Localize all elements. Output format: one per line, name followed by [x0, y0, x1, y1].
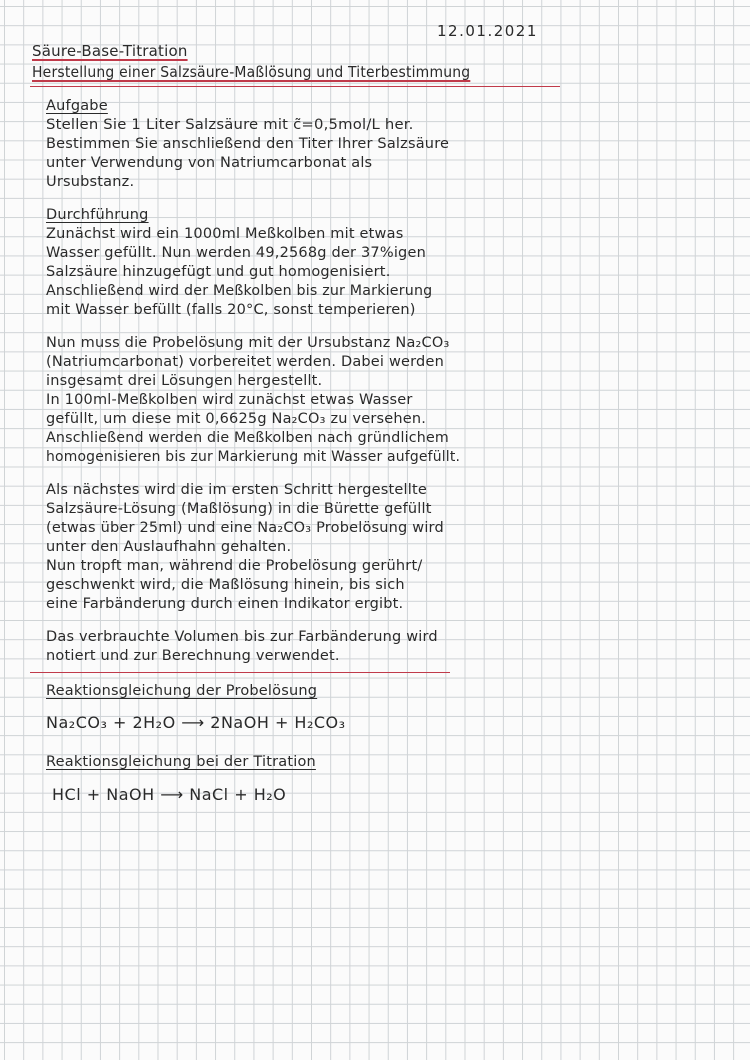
date: 12.01.2021 — [437, 22, 538, 40]
text-line: (Natriumcarbonat) vorbereitet werden. Dabei werden — [46, 354, 444, 370]
text-line: Als nächstes wird die im ersten Schritt hergestellte — [46, 482, 427, 498]
text-line: Wasser gefüllt. Nun werden 49,2568g der 37%igen — [46, 245, 426, 261]
text-line: mit Wasser befüllt (falls 20°C, sonst temperieren) — [46, 302, 416, 318]
title-divider — [30, 86, 560, 87]
text-line: geschwenkt wird, die Maßlösung hinein, bis sich — [46, 577, 405, 593]
equation-probeloesung: Na₂CO₃ + 2H₂O ⟶ 2NaOH + H₂CO₃ — [46, 713, 346, 732]
text-line: notiert und zur Berechnung verwendet. — [46, 648, 340, 664]
text-line: eine Farbänderung durch einen Indikator ergibt. — [46, 596, 404, 612]
text-line: Bestimmen Sie anschließend den Titer Ihrer Salzsäure — [46, 136, 450, 152]
text-line: Das verbrauchte Volumen bis zur Farbänderung wird — [46, 629, 438, 645]
text-line: Anschließend wird der Meßkolben bis zur Markierung — [46, 283, 433, 299]
text-line: Salzsäure hinzugefügt und gut homogenisiert. — [46, 264, 391, 280]
section-heading-reaktion-probe: Reaktionsgleichung der Probelösung — [46, 683, 318, 699]
section-heading-reaktion-titration: Reaktionsgleichung bei der Titration — [46, 754, 316, 770]
section-divider — [30, 672, 450, 673]
text-line: unter den Auslaufhahn gehalten. — [46, 539, 292, 555]
page-subtitle: Herstellung einer Salzsäure-Maßlösung und Titerbestimmung — [32, 63, 471, 81]
text-line: Nun muss die Probelösung mit der Ursubstanz Na₂CO₃ — [46, 335, 450, 351]
text-line: Stellen Sie 1 Liter Salzsäure mit c̃=0,5mol/L her. — [46, 117, 414, 133]
text-line: Anschließend werden die Meßkolben nach gründlichem — [46, 430, 449, 446]
equation-titration: HCl + NaOH ⟶ NaCl + H₂O — [52, 785, 287, 804]
text-line: Nun tropft man, während die Probelösung gerührt/ — [46, 558, 423, 574]
section-heading-aufgabe: Aufgabe — [46, 98, 108, 114]
text-line: Salzsäure-Lösung (Maßlösung) in die Bürette gefüllt — [46, 501, 432, 517]
text-line: insgesamt drei Lösungen hergestellt. — [46, 373, 323, 389]
page-title: Säure-Base-Titration — [32, 42, 188, 60]
text-line: In 100ml-Meßkolben wird zunächst etwas Wasser — [46, 392, 413, 408]
text-line: homogenisieren bis zur Markierung mit Wasser aufgefüllt. — [46, 449, 461, 465]
text-line: unter Verwendung von Natriumcarbonat als — [46, 155, 373, 171]
section-heading-durchfuehrung: Durchführung — [46, 207, 149, 223]
text-line: (etwas über 25ml) und eine Na₂CO₃ Probelösung wird — [46, 520, 444, 536]
text-line: Ursubstanz. — [46, 174, 135, 190]
text-line: gefüllt, um diese mit 0,6625g Na₂CO₃ zu versehen. — [46, 411, 427, 427]
text-line: Zunächst wird ein 1000ml Meßkolben mit etwas — [46, 226, 404, 242]
